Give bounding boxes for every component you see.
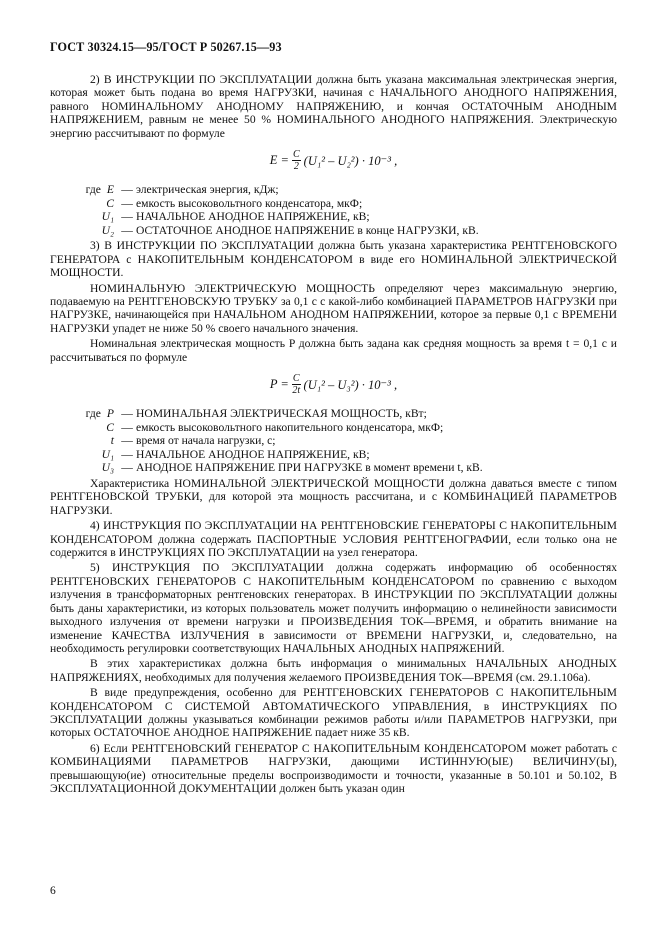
legend-row: где P — НОМИНАЛЬНАЯ ЭЛЕКТРИЧЕСКАЯ МОЩНОСТЬ, кВт; xyxy=(50,407,617,421)
formula-rhs: (U₁² – U₂²) · 10⁻³ , xyxy=(303,153,398,168)
legend-symbol: C xyxy=(106,196,114,210)
legend-row: C — емкость высоковольтного конденсатора, мкФ; xyxy=(50,197,617,211)
paragraph: 2) В ИНСТРУКЦИИ ПО ЭКСПЛУАТАЦИИ должна быть указана максимальная электрическая энергия, которая может быть подана во время НАГРУЗКИ, начиная с НАЧАЛЬНОГО АНОДНОГО НАПРЯЖЕНИЯ, равного НОМИНАЛЬНОМУ АНОДНОМУ НАПРЯЖЕНИЮ, и кончая ОСТАТОЧНЫМ АНОДНЫМ НАПРЯЖЕНИЕМ, равным не менее 50 % НОМИНАЛЬНОГО АНОДНОГО НАПРЯЖЕНИЯ. Электрическую энергию рассчитывают по формуле xyxy=(50,73,617,140)
paragraph: В виде предупреждения, особенно для РЕНТГЕНОВСКИХ ГЕНЕРАТОРОВ С НАКОПИТЕЛЬНЫМ КОНДЕНСАТОРОМ С СИСТЕМОЙ АВТОМАТИЧЕСКОГО УПРАВЛЕНИЯ, в ИНСТРУКЦИЯХ ПО ЭКСПЛУАТАЦИИ должны указываться комбинации режимов работы и/или ПАРАМЕТРОВ НАГРУЗКИ, при которых ОСТАТОЧНОЕ АНОДНОЕ НАПРЯЖЕНИЕ падает ниже 35 кВ. xyxy=(50,686,617,740)
legend-text: ОСТАТОЧНОЕ АНОДНОЕ НАПРЯЖЕНИЕ в конце НАГРУЗКИ, кВ. xyxy=(136,223,479,237)
paragraph: НОМИНАЛЬНУЮ ЭЛЕКТРИЧЕСКУЮ МОЩНОСТЬ определяют через максимальную энергию, подаваемую на РЕНТГЕНОВСКУЮ ТРУБКУ за 0,1 с с какой-либо комбинацией ПАРАМЕТРОВ НАГРУЗКИ при НАГРУЗКЕ, начинающейся при НАЧАЛЬНОМ АНОДНОМ НАПРЯЖЕНИИ, которое за первые 0,1 с ВРЕМЕНИ НАГРУЗКИ упадет не ниже 50 % своего начального значения. xyxy=(50,281,617,335)
paragraph: В этих характеристиках должна быть информация о минимальных НАЧАЛЬНЫХ АНОДНЫХ НАПРЯЖЕНИЯХ, необходимых для получения желаемого ПРОИЗВЕДЕНИЯ ТОК—ВРЕМЯ (см. 29.1.106а). xyxy=(50,657,617,684)
legend-symbol: U₂ xyxy=(101,223,114,237)
section-1 xyxy=(50,73,617,140)
fraction-numerator: C xyxy=(292,373,300,385)
legend-text: НАЧАЛЬНОЕ АНОДНОЕ НАПРЯЖЕНИЕ, кВ; xyxy=(136,210,370,224)
section-3 xyxy=(50,477,617,795)
legend-text: время от начала нагрузки, с; xyxy=(136,434,276,448)
legend-text: электрическая энергия, кДж; xyxy=(136,183,279,197)
formula-power xyxy=(50,373,617,396)
legend-text: емкость высоковольтного накопительного конденсатора, мкФ; xyxy=(136,420,444,434)
legend-symbol: где E xyxy=(85,183,114,197)
formula-lhs: P = xyxy=(269,377,289,392)
legend-symbol: где P xyxy=(85,407,114,421)
legend-text: НОМИНАЛЬНАЯ ЭЛЕКТРИЧЕСКАЯ МОЩНОСТЬ, кВт; xyxy=(136,407,427,421)
legend-row: U₂ — ОСТАТОЧНОЕ АНОДНОЕ НАПРЯЖЕНИЕ в конце НАГРУЗКИ, кВ. xyxy=(50,224,617,238)
paragraph: Номинальная электрическая мощность P должна быть задана как средняя мощность за время t = 0,1 с и рассчитываться по формуле xyxy=(50,337,617,364)
paragraph: 3) В ИНСТРУКЦИИ ПО ЭКСПЛУАТАЦИИ должна быть указана характеристика РЕНТГЕНОВСКОГО ГЕНЕРАТОРА с НАКОПИТЕЛЬНЫМ КОНДЕНСАТОРОМ в виде его НОМИНАЛЬНОЙ ЭЛЕКТРИЧЕСКОЙ МОЩНОСТИ. xyxy=(50,239,617,280)
formula-energy xyxy=(50,149,617,172)
legend-row: C — емкость высоковольтного накопительного конденсатора, мкФ; xyxy=(50,421,617,435)
legend-symbol: C xyxy=(106,420,114,434)
legend-text: емкость высоковольтного конденсатора, мкФ; xyxy=(136,196,363,210)
legend-text: АНОДНОЕ НАПРЯЖЕНИЕ ПРИ НАГРУЗКЕ в момент времени t, кВ. xyxy=(136,461,483,475)
fraction-numerator: C xyxy=(292,149,300,161)
legend-row: t — время от начала нагрузки, с; xyxy=(50,434,617,448)
formula-fraction xyxy=(292,373,301,396)
paragraph: 5) ИНСТРУКЦИЯ ПО ЭКСПЛУАТАЦИИ должна содержать информацию об особенностях РЕНТГЕНОВСКИХ ГЕНЕРАТОРОВ С НАКОПИТЕЛЬНЫМ КОНДЕНСАТОРОМ по сравнению с выходом излучения в трансформаторных рентгеновских генераторах. В ИНСТРУКЦИИ ПО ЭКСПЛУАТАЦИИ должны быть даны характеристики, из которых пользователь может получить информацию о нелинейности зависимости выходного излучения от времени нагрузки и ПРОИЗВЕДЕНИЯ ТОК—ВРЕМЯ, и обратить внимание на изменение КАЧЕСТВА ИЗЛУЧЕНИЯ в зависимости от ВРЕМЕНИ НАГРУЗКИ, и, следовательно, на необходимость регулировки соответствующих НАЧАЛЬНЫХ АНОДНЫХ НАПРЯЖЕНИЙ. xyxy=(50,561,617,655)
page-header: ГОСТ 30324.15—95/ГОСТ Р 50267.15—93 xyxy=(50,40,282,54)
legend-symbol: U₃ xyxy=(101,461,114,475)
formula-lhs: E = xyxy=(269,153,289,168)
legend-row: U₁ — НАЧАЛЬНОЕ АНОДНОЕ НАПРЯЖЕНИЕ, кВ; xyxy=(50,210,617,224)
legend-power xyxy=(50,407,617,475)
page-number: 6 xyxy=(50,885,56,897)
legend-symbol: U₁ xyxy=(101,210,114,224)
paragraph: 4) ИНСТРУКЦИЯ ПО ЭКСПЛУАТАЦИИ НА РЕНТГЕНОВСКИЕ ГЕНЕРАТОРЫ С НАКОПИТЕЛЬНЫМ КОНДЕНСАТОРОМ должна содержать ПАСПОРТНЫЕ УСЛОВИЯ РЕНТГЕНОГРАФИИ, если только она не содержится в ИНСТРУКЦИЯХ ПО ЭКСПЛУАТАЦИИ на узел генератора. xyxy=(50,519,617,560)
legend-row: U₁ — НАЧАЛЬНОЕ АНОДНОЕ НАПРЯЖЕНИЕ, кВ; xyxy=(50,448,617,462)
fraction-denominator: 2 xyxy=(293,161,299,173)
legend-energy xyxy=(50,183,617,237)
section-2 xyxy=(50,239,617,364)
paragraph: 6) Если РЕНТГЕНОВСКИЙ ГЕНЕРАТОР С НАКОПИТЕЛЬНЫМ КОНДЕНСАТОРОМ может работать с КОМБИНАЦИЯМИ ПАРАМЕТРОВ НАГРУЗКИ, дающими ИСТИННУЮ(ЫЕ) ВЕЛИЧИНУ(Ы), превышающую(ие) относительные пределы воспроизводимости и точности, указанные в 50.101 и 50.102, В ЭКСПЛУАТАЦИОННОЙ ДОКУМЕНТАЦИИ должен быть указан один xyxy=(50,741,617,795)
legend-symbol: t xyxy=(110,434,114,448)
legend-symbol: U₁ xyxy=(101,447,114,461)
formula-fraction xyxy=(292,149,301,172)
paragraph: Характеристика НОМИНАЛЬНОЙ ЭЛЕКТРИЧЕСКОЙ МОЩНОСТИ должна даваться вместе с типом РЕНТГЕНОВСКОЙ ТРУБКИ, для которой эта мощность рассчитана, и с КОМБИНАЦИЕЙ ПАРАМЕТРОВ НАГРУЗКИ. xyxy=(50,477,617,517)
legend-text: НАЧАЛЬНОЕ АНОДНОЕ НАПРЯЖЕНИЕ, кВ; xyxy=(136,447,370,461)
formula-rhs: (U₁² – U₃²) · 10⁻³ , xyxy=(303,377,398,392)
legend-row: U₃ — АНОДНОЕ НАПРЯЖЕНИЕ ПРИ НАГРУЗКЕ в момент времени t, кВ. xyxy=(50,461,617,475)
fraction-denominator: 2t xyxy=(292,385,301,397)
legend-row: где E — электрическая энергия, кДж; xyxy=(50,183,617,197)
